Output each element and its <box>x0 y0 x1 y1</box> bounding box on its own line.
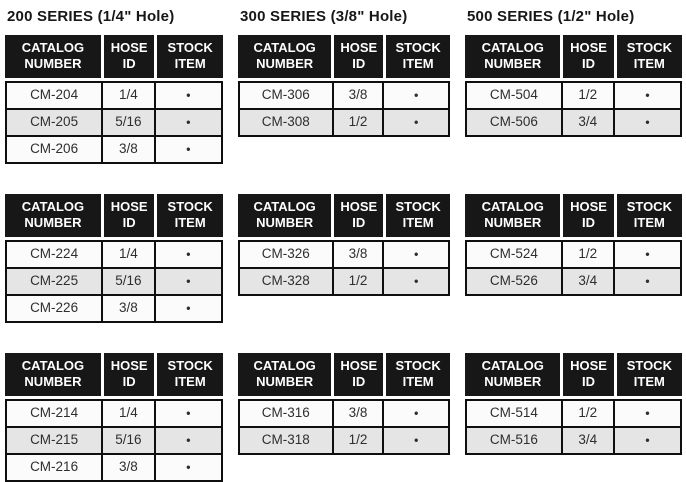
table-row <box>240 267 448 294</box>
col-header-hose-id <box>560 35 613 78</box>
stock-item-cell: • <box>154 83 221 108</box>
table-row <box>7 108 221 135</box>
hose-id-cell: 5/16 <box>101 428 153 453</box>
header-label-line: STOCK <box>626 358 672 373</box>
header-label-line: NUMBER <box>24 56 82 71</box>
header-label-line: NUMBER <box>256 374 314 389</box>
header-label-line: HOSE <box>570 40 607 55</box>
hose-id-cell: 1/2 <box>561 83 613 108</box>
header-label-line: HOSE <box>340 358 378 373</box>
stock-item-cell: • <box>382 401 448 426</box>
header-label-line: HOSE <box>110 40 148 55</box>
header-label-line: ITEM <box>402 374 434 389</box>
header-label-line: ITEM <box>402 215 434 230</box>
catalog-cell: CM-214 <box>30 405 79 420</box>
col-header-stock-item <box>614 194 682 237</box>
col-header-hose-id <box>560 353 613 396</box>
col-header-stock-item <box>383 35 450 78</box>
catalog-table <box>238 353 450 455</box>
stock-item-cell: • <box>154 110 221 135</box>
table-row <box>240 242 448 267</box>
header-label-line: STOCK <box>167 199 213 214</box>
col-header-catalog-number <box>238 194 331 237</box>
header-label-line: CATALOG <box>481 40 544 55</box>
hose-id-cell: 1/2 <box>561 242 613 267</box>
table-body <box>5 399 223 482</box>
table-row <box>467 426 680 453</box>
header-label-line: ID <box>122 374 136 389</box>
header-label-line: NUMBER <box>484 215 542 230</box>
catalog-cell: CM-205 <box>30 114 79 129</box>
catalog-cell: CM-216 <box>30 459 79 474</box>
table-header-row <box>238 353 450 396</box>
table-header-row <box>465 353 682 396</box>
header-label-line: HOSE <box>110 358 148 373</box>
header-label-line: STOCK <box>395 358 441 373</box>
hose-id-cell: 5/16 <box>101 269 153 294</box>
catalog-cell: CM-226 <box>30 300 79 315</box>
hose-id-cell: 3/4 <box>561 428 613 453</box>
header-label-line: STOCK <box>626 40 672 55</box>
col-header-hose-id <box>101 353 154 396</box>
table-header-row <box>465 35 682 78</box>
table-body <box>238 81 450 137</box>
table-row <box>7 242 221 267</box>
table-header-row <box>5 35 223 78</box>
table-body <box>5 81 223 164</box>
table-body <box>465 240 682 296</box>
header-label-line: HOSE <box>340 40 378 55</box>
table-header-row <box>238 35 450 78</box>
catalog-cell: CM-318 <box>261 432 310 447</box>
catalog-cell: CM-326 <box>261 246 310 261</box>
hose-id-cell: 1/4 <box>101 83 153 108</box>
hose-id-cell: 5/16 <box>101 110 153 135</box>
table-row <box>240 426 448 453</box>
header-label-line: CATALOG <box>21 199 85 214</box>
stock-item-cell: • <box>154 137 221 162</box>
catalog-table <box>5 194 223 323</box>
hose-id-cell: 3/8 <box>101 137 153 162</box>
header-label-line: ID <box>582 374 596 389</box>
table-body <box>5 240 223 323</box>
table-row <box>467 401 680 426</box>
header-label-line: HOSE <box>570 358 607 373</box>
col-header-catalog-number <box>238 353 331 396</box>
table-slot <box>5 194 223 323</box>
col-header-stock-item <box>383 194 450 237</box>
table-body <box>238 240 450 296</box>
series-title: 200 SERIES (1/4" Hole) <box>7 8 175 25</box>
stock-item-cell: • <box>154 269 221 294</box>
catalog-cell: CM-506 <box>489 114 538 129</box>
header-label-line: ITEM <box>174 215 206 230</box>
table-row <box>7 401 221 426</box>
header-label-line: ID <box>352 56 366 71</box>
col-header-stock-item <box>614 353 682 396</box>
table-row <box>7 426 221 453</box>
stock-item-cell: • <box>613 110 680 135</box>
hose-id-cell: 3/8 <box>332 242 383 267</box>
col-header-stock-item <box>614 35 682 78</box>
stock-item-cell: • <box>382 83 448 108</box>
stock-item-cell: • <box>613 428 680 453</box>
table-header-row <box>238 194 450 237</box>
table-slot <box>5 353 223 482</box>
header-label-line: ITEM <box>633 215 665 230</box>
col-header-catalog-number <box>465 194 560 237</box>
hose-id-cell: 1/4 <box>101 401 153 426</box>
header-label-line: ITEM <box>633 56 665 71</box>
catalog-table <box>465 35 682 137</box>
hose-id-cell: 3/8 <box>101 296 153 321</box>
catalog-cell: CM-204 <box>30 87 79 102</box>
header-label-line: ITEM <box>633 374 665 389</box>
catalog-cell: CM-215 <box>30 432 79 447</box>
catalog-table <box>5 35 223 164</box>
stock-item-cell: • <box>613 83 680 108</box>
table-header-row <box>5 194 223 237</box>
table-row <box>240 83 448 108</box>
catalog-cell: CM-225 <box>30 273 79 288</box>
header-label-line: STOCK <box>167 358 213 373</box>
header-label-line: NUMBER <box>24 374 82 389</box>
series-title: 500 SERIES (1/2" Hole) <box>467 8 635 25</box>
header-label-line: NUMBER <box>484 374 542 389</box>
catalog-cell: CM-524 <box>489 246 538 261</box>
header-label-line: ID <box>122 215 136 230</box>
col-header-catalog-number <box>5 194 101 237</box>
stock-item-cell: • <box>613 242 680 267</box>
catalog-table <box>465 353 682 455</box>
catalog-cell: CM-306 <box>261 87 310 102</box>
table-header-row <box>5 353 223 396</box>
table-row <box>7 294 221 321</box>
table-row <box>7 267 221 294</box>
table-slot <box>238 194 450 296</box>
hose-id-cell: 3/4 <box>561 269 613 294</box>
col-header-stock-item <box>383 353 450 396</box>
table-row <box>240 108 448 135</box>
hose-id-cell: 1/4 <box>101 242 153 267</box>
header-label-line: ID <box>582 56 596 71</box>
col-header-catalog-number <box>465 353 560 396</box>
catalog-table <box>5 353 223 482</box>
table-slot <box>465 194 682 296</box>
col-header-hose-id <box>331 35 383 78</box>
catalog-table <box>238 194 450 296</box>
col-header-hose-id <box>331 353 383 396</box>
table-slot <box>465 353 682 455</box>
table-body <box>238 399 450 455</box>
hose-id-cell: 3/4 <box>561 110 613 135</box>
header-label-line: CATALOG <box>253 358 316 373</box>
stock-item-cell: • <box>154 428 221 453</box>
table-row <box>467 83 680 108</box>
table-slot <box>5 6 223 164</box>
table-row <box>240 401 448 426</box>
hose-id-cell: 1/2 <box>561 401 613 426</box>
table-body <box>465 81 682 137</box>
header-label-line: STOCK <box>395 40 441 55</box>
table-slot <box>238 353 450 455</box>
stock-item-cell: • <box>613 269 680 294</box>
table-slot <box>465 6 682 137</box>
header-label-line: HOSE <box>110 199 148 214</box>
hose-id-cell: 3/8 <box>332 83 383 108</box>
header-label-line: CATALOG <box>481 199 544 214</box>
header-label-line: ID <box>352 374 366 389</box>
header-label-line: NUMBER <box>256 215 314 230</box>
header-label-line: CATALOG <box>253 40 316 55</box>
stock-item-cell: • <box>382 428 448 453</box>
catalog-cell: CM-516 <box>489 432 538 447</box>
header-label-line: CATALOG <box>253 199 316 214</box>
header-label-line: ITEM <box>402 56 434 71</box>
header-label-line: HOSE <box>340 199 378 214</box>
col-header-hose-id <box>101 35 154 78</box>
stock-item-cell: • <box>382 242 448 267</box>
catalog-table <box>465 194 682 296</box>
header-label-line: STOCK <box>395 199 441 214</box>
header-label-line: STOCK <box>167 40 213 55</box>
hose-id-cell: 3/8 <box>332 401 383 426</box>
hose-id-cell: 1/2 <box>332 428 383 453</box>
col-header-hose-id <box>101 194 154 237</box>
stock-item-cell: • <box>382 269 448 294</box>
stock-item-cell: • <box>382 110 448 135</box>
header-label-line: CATALOG <box>21 40 85 55</box>
table-row <box>467 267 680 294</box>
col-header-hose-id <box>560 194 613 237</box>
hose-id-cell: 1/2 <box>332 269 383 294</box>
table-body <box>465 399 682 455</box>
catalog-cell: CM-514 <box>489 405 538 420</box>
catalog-cell: CM-316 <box>261 405 310 420</box>
table-row <box>7 83 221 108</box>
header-label-line: ID <box>122 56 136 71</box>
catalog-cell: CM-224 <box>30 246 79 261</box>
header-label-line: ITEM <box>174 374 206 389</box>
col-header-catalog-number <box>5 35 101 78</box>
catalog-cell: CM-206 <box>30 141 79 156</box>
stock-item-cell: • <box>154 296 221 321</box>
stock-item-cell: • <box>154 242 221 267</box>
header-label-line: CATALOG <box>21 358 85 373</box>
hose-id-cell: 1/2 <box>332 110 383 135</box>
header-label-line: NUMBER <box>256 56 314 71</box>
col-header-catalog-number <box>238 35 331 78</box>
hose-id-cell: 3/8 <box>101 455 153 480</box>
col-header-hose-id <box>331 194 383 237</box>
col-header-catalog-number <box>5 353 101 396</box>
stock-item-cell: • <box>154 455 221 480</box>
catalog-cell: CM-504 <box>489 87 538 102</box>
table-row <box>467 108 680 135</box>
col-header-stock-item <box>154 353 223 396</box>
table-row <box>7 453 221 480</box>
header-label-line: ID <box>582 215 596 230</box>
table-slot <box>238 6 450 137</box>
table-row <box>467 242 680 267</box>
header-label-line: NUMBER <box>24 215 82 230</box>
col-header-stock-item <box>154 35 223 78</box>
col-header-catalog-number <box>465 35 560 78</box>
catalog-table <box>238 35 450 137</box>
series-title: 300 SERIES (3/8" Hole) <box>240 8 408 25</box>
table-row <box>7 135 221 162</box>
stock-item-cell: • <box>613 401 680 426</box>
header-label-line: ITEM <box>174 56 206 71</box>
stock-item-cell: • <box>154 401 221 426</box>
header-label-line: NUMBER <box>484 56 542 71</box>
header-label-line: STOCK <box>626 199 672 214</box>
table-header-row <box>465 194 682 237</box>
header-label-line: HOSE <box>570 199 607 214</box>
col-header-stock-item <box>154 194 223 237</box>
catalog-cell: CM-308 <box>261 114 310 129</box>
header-label-line: ID <box>352 215 366 230</box>
catalog-cell: CM-328 <box>261 273 310 288</box>
header-label-line: CATALOG <box>481 358 544 373</box>
catalog-cell: CM-526 <box>489 273 538 288</box>
